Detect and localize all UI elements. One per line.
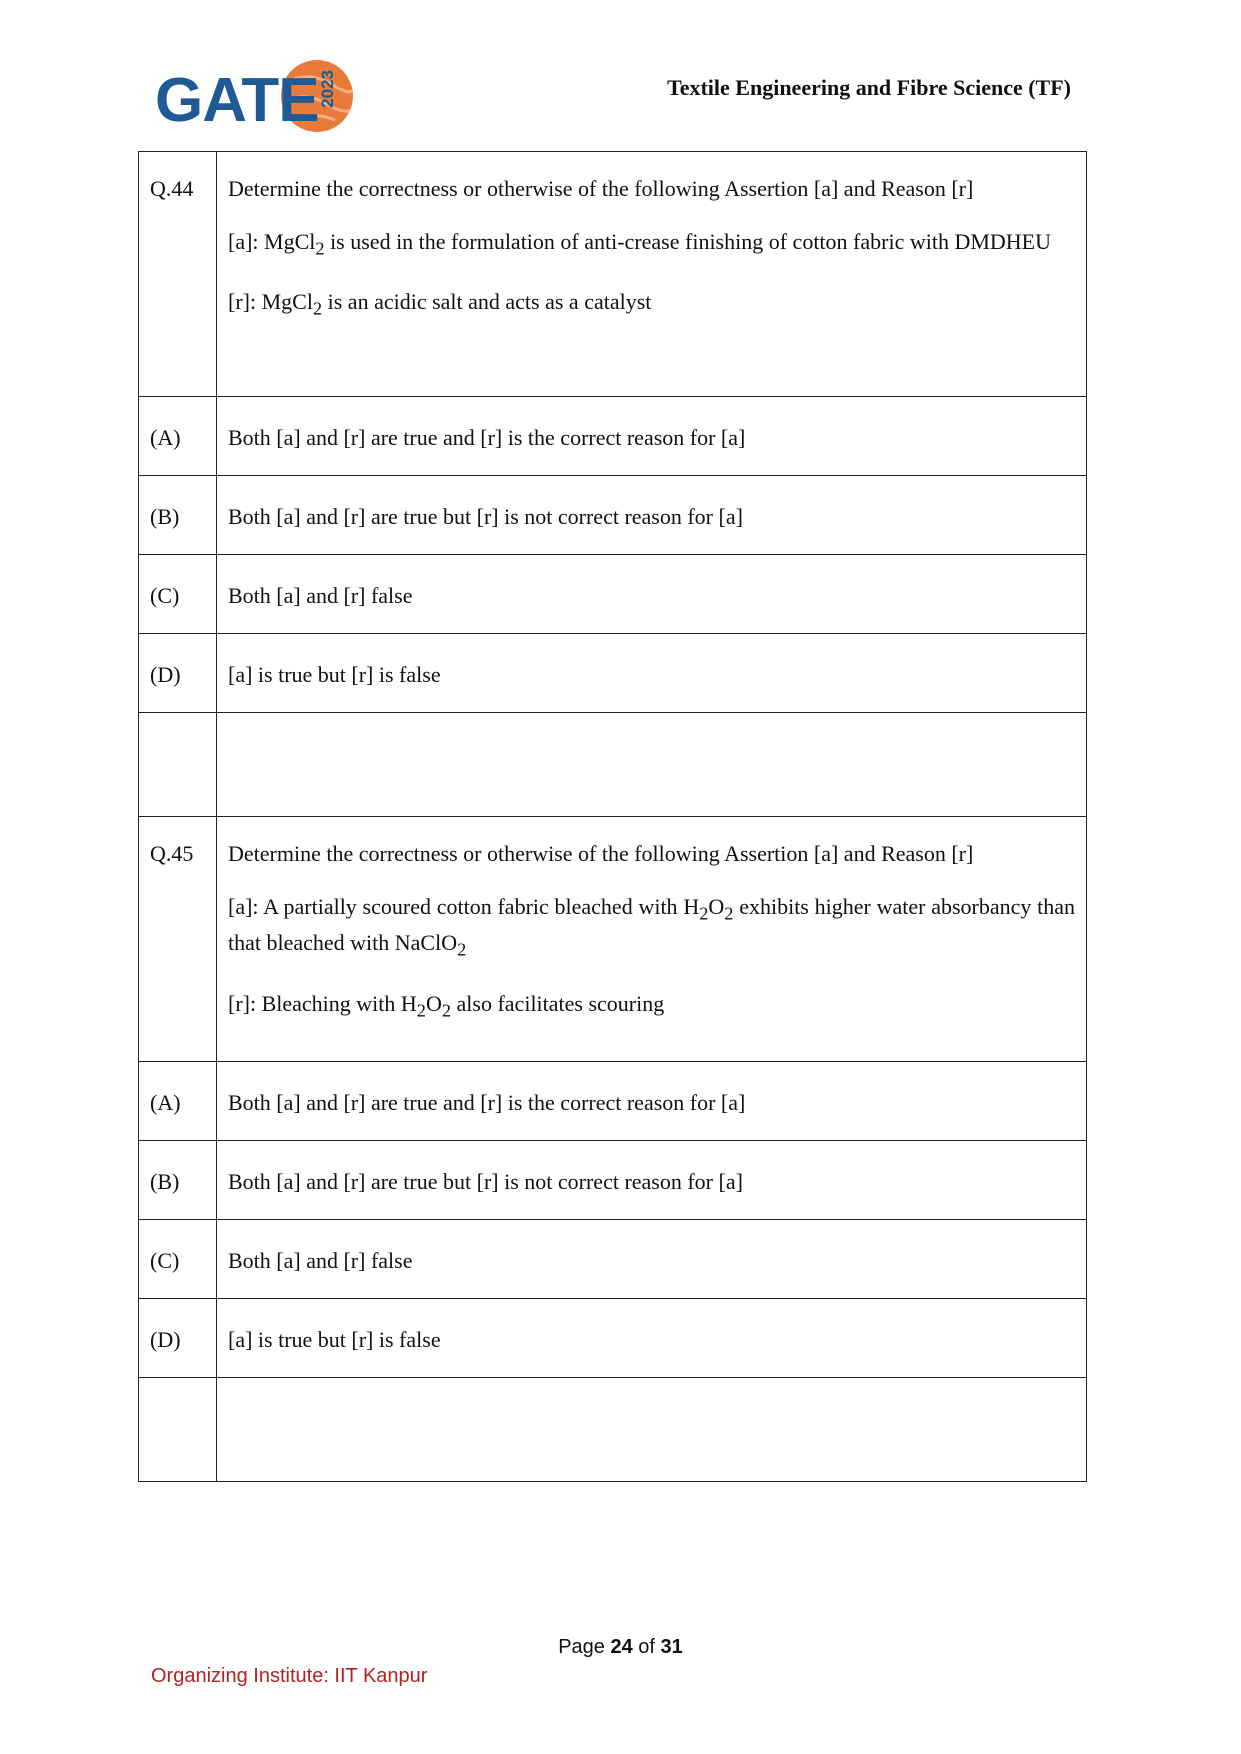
option-row	[139, 634, 1087, 713]
question-table	[138, 151, 1087, 1482]
option-row	[139, 476, 1087, 555]
organizer-text: Organizing Institute: IIT Kanpur	[151, 1665, 428, 1687]
reason-text: [r]: MgCl$_2$ is an acidic salt and acts as a catalyst	[228, 289, 652, 319]
option-text: Both [a] and [r] are true but [r] is not correct reason for [a]	[217, 1141, 1087, 1220]
question-number: Q.45	[139, 817, 217, 1062]
reason-text: [r]: Bleaching with $H_2O_2$ also facilitates scouring	[228, 990, 665, 1021]
option-text: Both [a] and [r] are true but [r] is not correct reason for [a]	[217, 476, 1087, 555]
option-text: Both [a] and [r] are true and [r] is the correct reason for [a]	[217, 1062, 1087, 1141]
question-instruction: Determine the correctness or otherwise of the following Assertion [a] and Reason [r]	[228, 176, 974, 201]
option-row	[139, 1141, 1087, 1220]
option-text: [a] is true but [r] is false	[217, 634, 1087, 713]
option-text: Both [a] and [r] false	[217, 555, 1087, 634]
option-label: (C)	[139, 1220, 217, 1299]
option-text: Both [a] and [r] are true and [r] is the correct reason for [a]	[217, 397, 1087, 476]
option-row	[139, 397, 1087, 476]
logo-year: 2023	[318, 70, 337, 108]
question-stem	[217, 817, 1087, 1062]
option-text: Both [a] and [r] false	[217, 1220, 1087, 1299]
option-row	[139, 1299, 1087, 1378]
option-row	[139, 1062, 1087, 1141]
question-row	[139, 152, 1087, 397]
question-stem	[217, 152, 1087, 397]
option-row	[139, 1220, 1087, 1299]
blank-row	[139, 713, 1087, 817]
option-row	[139, 555, 1087, 634]
option-label: (D)	[139, 634, 217, 713]
gate-logo	[155, 60, 355, 140]
question-instruction: Determine the correctness or otherwise of the following Assertion [a] and Reason [r]	[228, 841, 974, 866]
page-title: Textile Engineering and Fibre Science (TF)	[667, 75, 1071, 100]
logo-text: GATE	[155, 66, 319, 135]
option-label: (A)	[139, 397, 217, 476]
option-label: (C)	[139, 555, 217, 634]
option-label: (B)	[139, 476, 217, 555]
assertion-text: [a]: A partially scoured cotton fabric bleached with $H_2O_2$ exhibits higher water absorbancy than that bleached with NaClO$_2$	[228, 894, 1076, 960]
page-number: Page 24 of 31	[558, 1636, 683, 1658]
question-number: Q.44	[139, 152, 217, 397]
option-label: (B)	[139, 1141, 217, 1220]
assertion-text: [a]: MgCl$_2$ is used in the formulation of anti-crease finishing of cotton fabric with DMDHEU	[228, 229, 1052, 259]
question-row	[139, 817, 1087, 1062]
option-text: [a] is true but [r] is false	[217, 1299, 1087, 1378]
option-label: (D)	[139, 1299, 217, 1378]
blank-row	[139, 1378, 1087, 1482]
option-label: (A)	[139, 1062, 217, 1141]
